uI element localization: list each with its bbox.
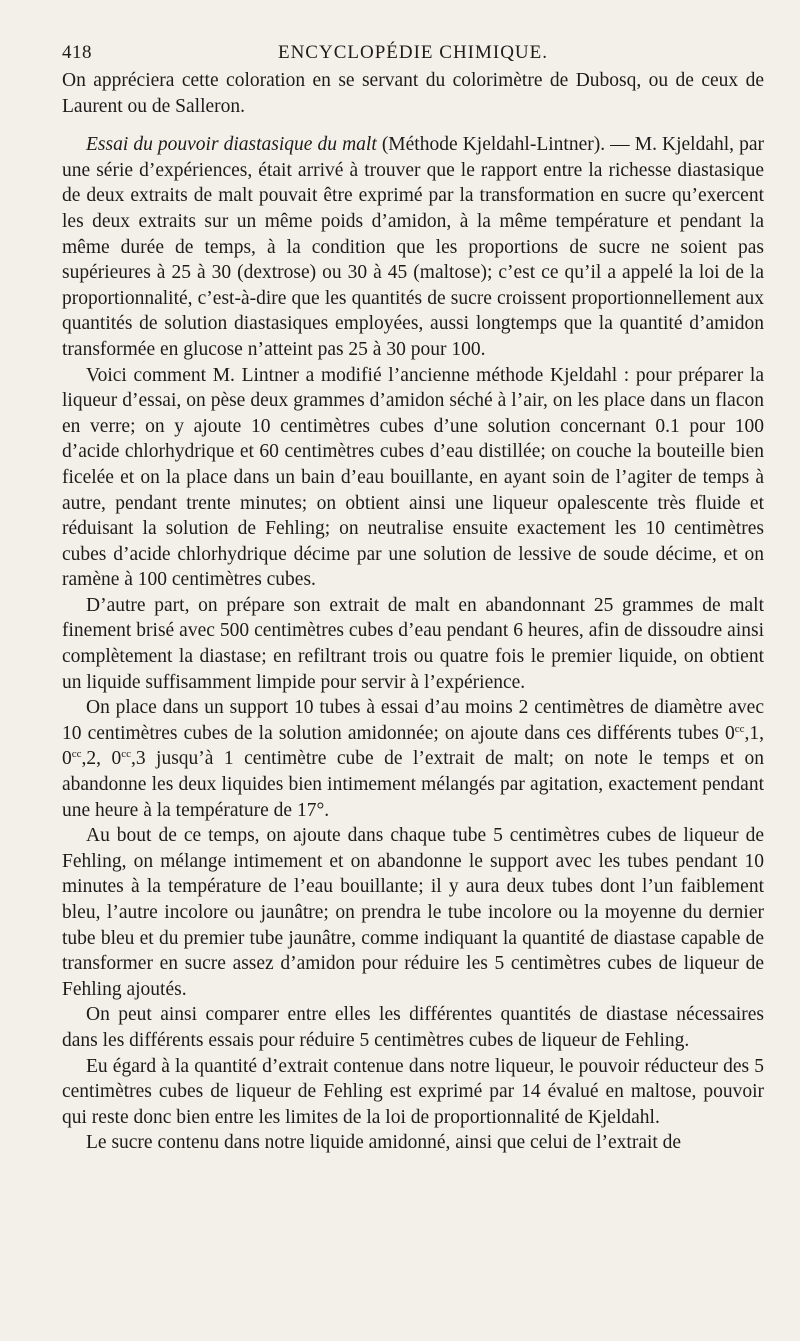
paragraph-sugar: Le sucre contenu dans notre liquide amidonné, ainsi que celui de l’extrait de (86, 1132, 682, 1154)
body-text (62, 68, 764, 1156)
paragraph-colorimeter: On appréciera cette coloration en se servant du colorimètre de Dubosq, ou de ceux de Laurent ou de Salleron. (62, 70, 764, 117)
paragraph-malt-extract: D’autre part, on prépare son extrait de malt en abandonnant 25 grammes de malt finement brisé avec 500 centimètres cubes d’eau pendant 6 heures, afin de dissoudre ainsi complètement la diastase; en refiltrant trois ou quatre fois le premier liquide, on obtient un liquide suffisamment limpide pour servir à l’expérience. (62, 594, 764, 693)
paragraph-diastatic-power (62, 132, 764, 362)
superscript-cc: cc (121, 748, 131, 761)
paragraph-reducing-power: Eu égard à la quantité d’extrait contenue dans notre liqueur, le pouvoir réducteur des 5 centimètres cubes de liqueur de Fehling est exprimé par 14 évalué en maltose, pouvoir qui reste donc bien entre les limites de la loi de proportionnalité de Kjeldahl. (62, 1055, 764, 1128)
paragraph-test-tubes (62, 695, 764, 823)
paragraph-text: (Méthode Kjeldahl-Lintner). — M. Kjeldahl, par une série d’expériences, était arrivé à trouver que le rapport entre la richesse diastasique de deux extraits de malt pouvait être exprimé par la transformation en sucre qu’exercent les deux extraits sur un même poids d’amidon, à la même température et pendant la même durée de temps, à la condition que les proportions de sucre ne soient pas supérieures à 25 à 30 (dextrose) ou 30 à 45 (maltose); c’est ce qu’il a appelé la loi de la proportionnalité, c’est-à-dire que les quantités de sucre croissent proportionnellement aux quantités de solution diastasiques employées, aussi longtemps que la quantité d’amidon transformée en glucose n’atteint pas 25 à 30 pour 100. (62, 134, 764, 360)
section-title: Essai du pouvoir diastasique du malt (86, 134, 377, 156)
text-segment: ,3 jusqu’à 1 centimètre cube de l’extrait de malt; on note le temps et on abandonne les deux liquides bien intimement mélangés par agitation, exactement pendant une heure à la température de 17°. (62, 748, 765, 821)
page-header (62, 38, 764, 68)
text-segment: On place dans un support 10 tubes à essai d’au moins 2 centimètres de diamètre avec 10 centimètres cubes de la solution amidonnée; on ajoute dans ces différents tubes 0 (62, 697, 764, 744)
paragraph-fehling: Au bout de ce temps, on ajoute dans chaque tube 5 centimètres cubes de liqueur de Fehling, on mélange intimement et on abandonne le support avec les tubes pendant 10 minutes à la température de l’eau bouillante; il y aura deux tubes dont l’un faiblement bleu, l’autre incolore ou jaunâtre; on prendra le tube incolore ou la moyenne du dernier tube bleu et du premier tube jaunâtre, comme indiquant la quantité de diastase capable de transformer en sucre assez d’amidon pour réduire les 5 centimètres cubes de liqueur de Fehling ajoutés. (62, 825, 764, 1000)
running-head: ENCYCLOPÉDIE CHIMIQUE. (277, 42, 549, 63)
text-segment: ,1, 0 (62, 722, 764, 770)
page-number: 418 (62, 42, 92, 63)
paragraph-compare: On peut ainsi comparer entre elles les différentes quantités de diastase nécessaires dans les différents essais pour réduire 5 centimètres cubes de liqueur de Fehling. (62, 1004, 764, 1051)
superscript-cc: cc (71, 748, 82, 761)
superscript-cc: cc (734, 722, 745, 735)
paragraph-lintner-method: Voici comment M. Lintner a modifié l’ancienne méthode Kjeldahl : pour préparer la liqueur d’essai, on pèse deux grammes d’amidon séché à l’air, on les place dans un flacon en verre; on y ajoute 10 centimètres cubes d’une solution concernant 0.1 pour 100 d’acide chlorhydrique et 60 centimètres cubes d’eau distillée; on couche la bouteille bien ficelée et on la place dans un bain d’eau bouillante, en ayant soin de l’agiter de temps à autre, pendant trente minutes; on obtient ainsi une liqueur opalescente très fluide et réduisant la solution de Fehling; on neutralise ensuite exactement les 10 centimètres cubes d’acide chlorhydrique décime par une solution de lessive de soude décime, et on ramène à 100 centimètres cubes. (62, 364, 764, 591)
text-segment: ,2, 0 (81, 748, 122, 770)
